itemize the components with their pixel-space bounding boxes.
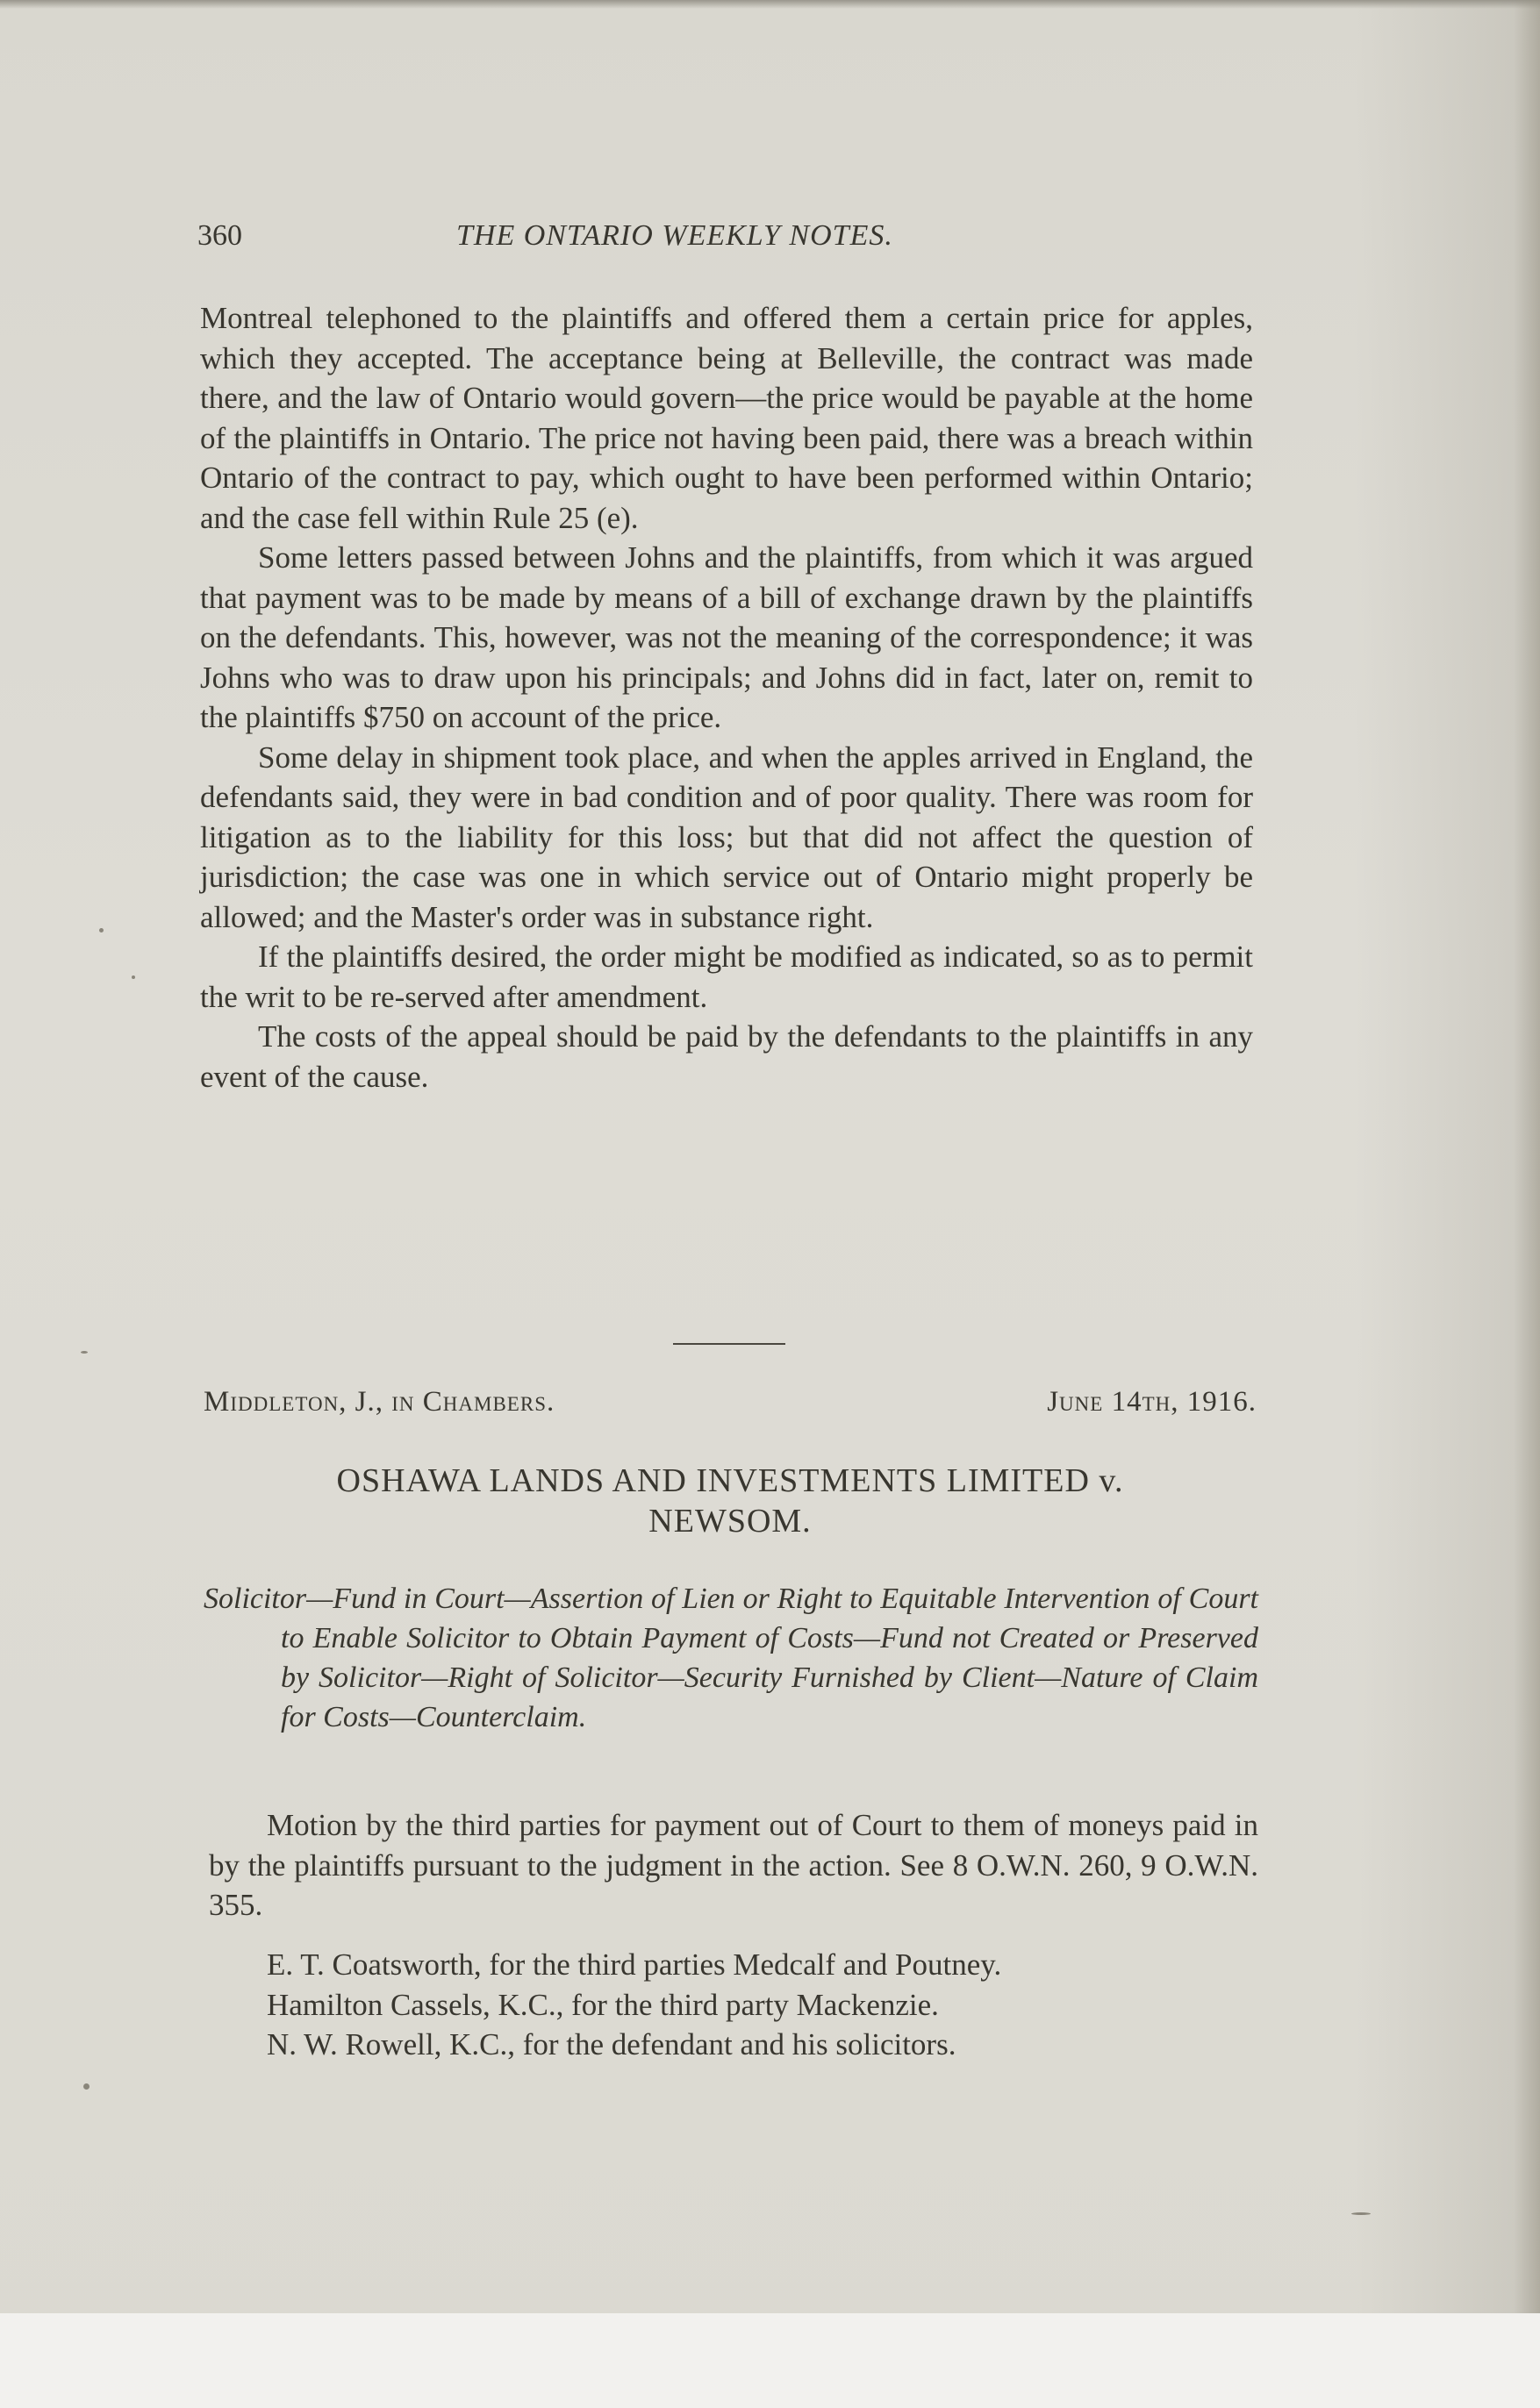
judgment-date: June 14th, 1916. [1047, 1386, 1257, 1418]
judge-name: Middleton, J., in Chambers. [204, 1386, 555, 1418]
section-divider [673, 1343, 785, 1345]
page-right-edge-shadow [1514, 0, 1540, 2408]
page-header [197, 219, 1259, 258]
page-bottom-margin [0, 2313, 1540, 2408]
counsel-item: E. T. Coatsworth, for the third parties Medcalf and Poutney. [267, 1947, 1002, 1982]
page-top-edge-shadow [0, 0, 1540, 9]
headnote: Solicitor—Fund in Court—Assertion of Lien or Right to Equitable Intervention of Court to Enable Solicitor to Obtain Payment of Costs—Fund not Created or Preserved by Solicitor—Right of Solicitor—Security Furnished by Client—Nature of Claim for Costs—Counterclaim. [204, 1583, 1258, 1733]
counsel-list [267, 1945, 1267, 2065]
judge-date-line [204, 1386, 1257, 1425]
case-title-line-2: NEWSOM. [648, 1503, 812, 1540]
case-title-line-1: OSHAWA LANDS AND INVESTMENTS LIMITED v. [336, 1462, 1124, 1499]
paragraph-order-modified: If the plaintiffs desired, the order might be modified as indicated, so as to permit the writ to be re-served after amendment. [200, 940, 1253, 1014]
paragraph-letters: Some letters passed between Johns and the plaintiffs, from which it was argued that payment was to be made by means of a bill of exchange drawn by the plaintiffs on the defendants. This, however, was not the meaning of the correspondence; it was Johns who was to draw upon his principals; and Johns did in fact, later on, remit to the plaintiffs $750 on account of the price. [200, 540, 1253, 734]
paper-speck [81, 1351, 88, 1354]
paper-speck [132, 975, 135, 979]
motion-paragraph: Motion by the third parties for payment out of Court to them of moneys paid in by the plaintiffs pursuant to the judgment in the action. See 8 O.W.N. 260, 9 O.W.N. 355. [209, 1808, 1258, 1922]
paragraph-continued: Montreal telephoned to the plaintiffs and offered them a certain price for apples, which they accepted. The acceptance being at Belleville, the contract was made there, and the law of Ontario would govern—the price would be payable at the home of the plaintiffs in Ontario. The price not having been paid, there was a breach within Ontario of the contract to pay, which ought to have been performed within Ontario; and the case fell within Rule 25 (e). [200, 301, 1253, 535]
case-title [204, 1461, 1257, 1541]
paper-speck [99, 928, 104, 932]
paragraph-costs: The costs of the appeal should be paid by the defendants to the plaintiffs in any event of the cause. [200, 1019, 1253, 1094]
page-number: 360 [197, 219, 242, 252]
body-text [200, 298, 1253, 1097]
counsel-item: Hamilton Cassels, K.C., for the third party Mackenzie. [267, 1987, 939, 2022]
paragraph-shipment: Some delay in shipment took place, and when the apples arrived in England, the defendants said, they were in bad condition and of poor quality. There was room for litigation as to the liability for this loss; but that did not affect the question of jurisdiction; the case was one in which service out of Ontario might properly be allowed; and the Master's order was in substance right. [200, 740, 1253, 934]
running-head: THE ONTARIO WEEKLY NOTES. [456, 219, 893, 252]
paper-speck [83, 2083, 90, 2090]
counsel-item: N. W. Rowell, K.C., for the defendant and his solicitors. [267, 2027, 956, 2061]
paper-speck [1351, 2212, 1371, 2215]
